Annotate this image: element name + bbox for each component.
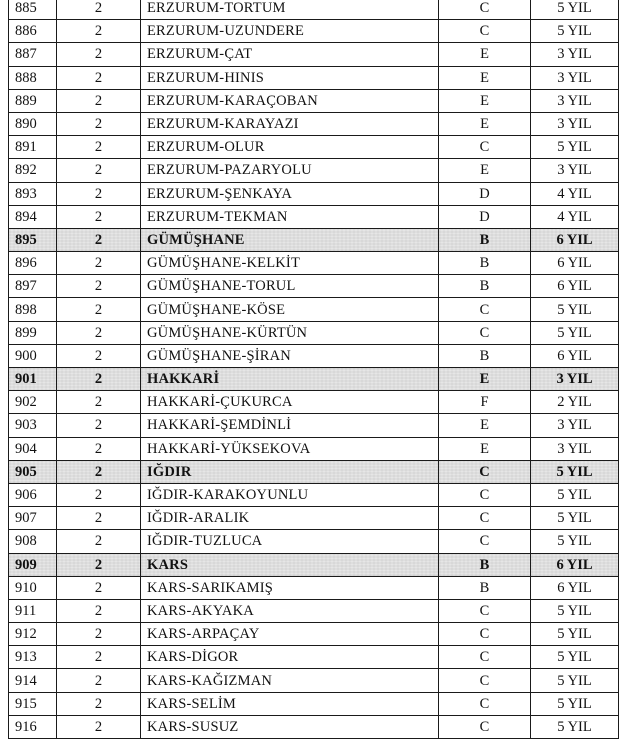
row-number-cell: 908 [9,530,57,553]
row-number-cell: 904 [9,437,57,460]
duration-cell: 5 YIL [531,623,619,646]
row-number-cell: 914 [9,669,57,692]
row-number-cell: 892 [9,159,57,182]
district-name-cell: GÜMÜŞHANE-TORUL [141,275,439,298]
group-cell: 2 [57,66,141,89]
duration-cell: 5 YIL [531,646,619,669]
group-cell: 2 [57,20,141,43]
row-number-cell: 894 [9,205,57,228]
class-cell: C [439,507,531,530]
duration-cell: 5 YIL [531,321,619,344]
group-cell: 2 [57,507,141,530]
district-name-cell: ERZURUM-KARAÇOBAN [141,89,439,112]
class-cell: C [439,321,531,344]
duration-cell: 6 YIL [531,553,619,576]
group-cell: 2 [57,368,141,391]
table-row [9,599,619,622]
row-number-cell: 916 [9,715,57,738]
group-cell: 2 [57,623,141,646]
row-number-cell: 886 [9,20,57,43]
class-cell: C [439,623,531,646]
class-cell: C [439,460,531,483]
row-number-cell: 895 [9,228,57,251]
table-row [9,460,619,483]
group-cell: 2 [57,252,141,275]
group-cell: 2 [57,321,141,344]
district-name-cell: IĞDIR-KARAKOYUNLU [141,483,439,506]
class-cell: E [439,414,531,437]
table-row [9,391,619,414]
row-number-cell: 890 [9,112,57,135]
group-cell: 2 [57,669,141,692]
class-cell: E [439,112,531,135]
district-name-cell: GÜMÜŞHANE [141,228,439,251]
group-cell: 2 [57,437,141,460]
row-number-cell: 897 [9,275,57,298]
group-cell: 2 [57,43,141,66]
duration-cell: 6 YIL [531,228,619,251]
row-number-cell: 913 [9,646,57,669]
district-name-cell: ERZURUM-PAZARYOLU [141,159,439,182]
group-cell: 2 [57,483,141,506]
row-number-cell: 888 [9,66,57,89]
class-cell: F [439,391,531,414]
group-cell: 2 [57,414,141,437]
table-row [9,553,619,576]
duration-cell: 3 YIL [531,414,619,437]
duration-cell: 5 YIL [531,0,619,20]
district-name-cell: ERZURUM-OLUR [141,136,439,159]
group-cell: 2 [57,112,141,135]
class-cell: C [439,298,531,321]
group-cell: 2 [57,530,141,553]
class-cell: B [439,252,531,275]
duration-cell: 2 YIL [531,391,619,414]
duration-cell: 5 YIL [531,507,619,530]
class-cell: C [439,0,531,20]
table-row [9,228,619,251]
duration-cell: 5 YIL [531,530,619,553]
table-row [9,414,619,437]
table-row [9,252,619,275]
table-row [9,646,619,669]
district-name-cell: GÜMÜŞHANE-ŞİRAN [141,344,439,367]
row-number-cell: 902 [9,391,57,414]
district-name-cell: GÜMÜŞHANE-KELKİT [141,252,439,275]
class-cell: E [439,368,531,391]
table-row [9,530,619,553]
table-row [9,715,619,738]
class-cell: C [439,530,531,553]
district-table-body [9,0,619,739]
class-cell: B [439,344,531,367]
row-number-cell: 893 [9,182,57,205]
district-name-cell: ERZURUM-TEKMAN [141,205,439,228]
district-name-cell: GÜMÜŞHANE-KÖSE [141,298,439,321]
table-row [9,623,619,646]
district-name-cell: KARS-ARPAÇAY [141,623,439,646]
table-row [9,669,619,692]
duration-cell: 5 YIL [531,298,619,321]
row-number-cell: 910 [9,576,57,599]
row-number-cell: 906 [9,483,57,506]
table-row [9,321,619,344]
district-name-cell: KARS-AKYAKA [141,599,439,622]
district-name-cell: HAKKARİ-YÜKSEKOVA [141,437,439,460]
district-name-cell: KARS-DİGOR [141,646,439,669]
class-cell: C [439,715,531,738]
district-name-cell: ERZURUM-ÇAT [141,43,439,66]
district-table [8,0,619,739]
duration-cell: 5 YIL [531,715,619,738]
table-row [9,275,619,298]
table-row [9,20,619,43]
district-name-cell: GÜMÜŞHANE-KÜRTÜN [141,321,439,344]
class-cell: E [439,66,531,89]
group-cell: 2 [57,460,141,483]
row-number-cell: 905 [9,460,57,483]
row-number-cell: 891 [9,136,57,159]
district-name-cell: IĞDIR-TUZLUCA [141,530,439,553]
row-number-cell: 896 [9,252,57,275]
class-cell: C [439,483,531,506]
group-cell: 2 [57,136,141,159]
duration-cell: 5 YIL [531,460,619,483]
group-cell: 2 [57,599,141,622]
group-cell: 2 [57,228,141,251]
row-number-cell: 909 [9,553,57,576]
class-cell: E [439,89,531,112]
table-row [9,368,619,391]
table-row [9,159,619,182]
duration-cell: 3 YIL [531,159,619,182]
table-row [9,298,619,321]
duration-cell: 3 YIL [531,368,619,391]
district-name-cell: KARS-KAĞIZMAN [141,669,439,692]
table-row [9,112,619,135]
duration-cell: 3 YIL [531,43,619,66]
class-cell: C [439,692,531,715]
duration-cell: 3 YIL [531,112,619,135]
group-cell: 2 [57,344,141,367]
district-name-cell: HAKKARİ-ŞEMDİNLİ [141,414,439,437]
table-row [9,89,619,112]
duration-cell: 6 YIL [531,344,619,367]
row-number-cell: 885 [9,0,57,20]
duration-cell: 5 YIL [531,136,619,159]
row-number-cell: 887 [9,43,57,66]
row-number-cell: 912 [9,623,57,646]
row-number-cell: 911 [9,599,57,622]
table-row [9,692,619,715]
district-name-cell: ERZURUM-HINIS [141,66,439,89]
group-cell: 2 [57,0,141,20]
group-cell: 2 [57,692,141,715]
group-cell: 2 [57,715,141,738]
class-cell: B [439,553,531,576]
duration-cell: 3 YIL [531,66,619,89]
row-number-cell: 901 [9,368,57,391]
district-name-cell: IĞDIR [141,460,439,483]
group-cell: 2 [57,159,141,182]
table-row [9,66,619,89]
table-row [9,437,619,460]
table-row [9,507,619,530]
row-number-cell: 898 [9,298,57,321]
district-name-cell: HAKKARİ-ÇUKURCA [141,391,439,414]
district-name-cell: IĞDIR-ARALIK [141,507,439,530]
row-number-cell: 899 [9,321,57,344]
table-row [9,136,619,159]
class-cell: C [439,599,531,622]
class-cell: C [439,646,531,669]
table-row [9,0,619,20]
duration-cell: 6 YIL [531,252,619,275]
group-cell: 2 [57,89,141,112]
table-row [9,576,619,599]
district-name-cell: KARS-SARIKAMIŞ [141,576,439,599]
row-number-cell: 900 [9,344,57,367]
district-name-cell: ERZURUM-TORTUM [141,0,439,20]
table-row [9,182,619,205]
district-name-cell: KARS-SUSUZ [141,715,439,738]
district-name-cell: HAKKARİ [141,368,439,391]
duration-cell: 4 YIL [531,182,619,205]
duration-cell: 6 YIL [531,576,619,599]
table-row [9,43,619,66]
district-name-cell: ERZURUM-KARAYAZI [141,112,439,135]
duration-cell: 5 YIL [531,599,619,622]
row-number-cell: 915 [9,692,57,715]
class-cell: C [439,136,531,159]
group-cell: 2 [57,298,141,321]
class-cell: B [439,228,531,251]
duration-cell: 3 YIL [531,89,619,112]
group-cell: 2 [57,391,141,414]
group-cell: 2 [57,646,141,669]
group-cell: 2 [57,576,141,599]
class-cell: E [439,159,531,182]
duration-cell: 4 YIL [531,205,619,228]
district-name-cell: KARS-SELİM [141,692,439,715]
duration-cell: 3 YIL [531,437,619,460]
duration-cell: 6 YIL [531,275,619,298]
group-cell: 2 [57,182,141,205]
duration-cell: 5 YIL [531,20,619,43]
district-name-cell: ERZURUM-ŞENKAYA [141,182,439,205]
duration-cell: 5 YIL [531,669,619,692]
group-cell: 2 [57,205,141,228]
table-row [9,205,619,228]
class-cell: B [439,275,531,298]
row-number-cell: 907 [9,507,57,530]
group-cell: 2 [57,275,141,298]
table-row [9,483,619,506]
class-cell: C [439,669,531,692]
district-name-cell: ERZURUM-UZUNDERE [141,20,439,43]
class-cell: C [439,20,531,43]
class-cell: D [439,205,531,228]
row-number-cell: 889 [9,89,57,112]
class-cell: E [439,437,531,460]
class-cell: E [439,43,531,66]
table-row [9,344,619,367]
district-name-cell: KARS [141,553,439,576]
group-cell: 2 [57,553,141,576]
duration-cell: 5 YIL [531,692,619,715]
row-number-cell: 903 [9,414,57,437]
duration-cell: 5 YIL [531,483,619,506]
class-cell: B [439,576,531,599]
class-cell: D [439,182,531,205]
